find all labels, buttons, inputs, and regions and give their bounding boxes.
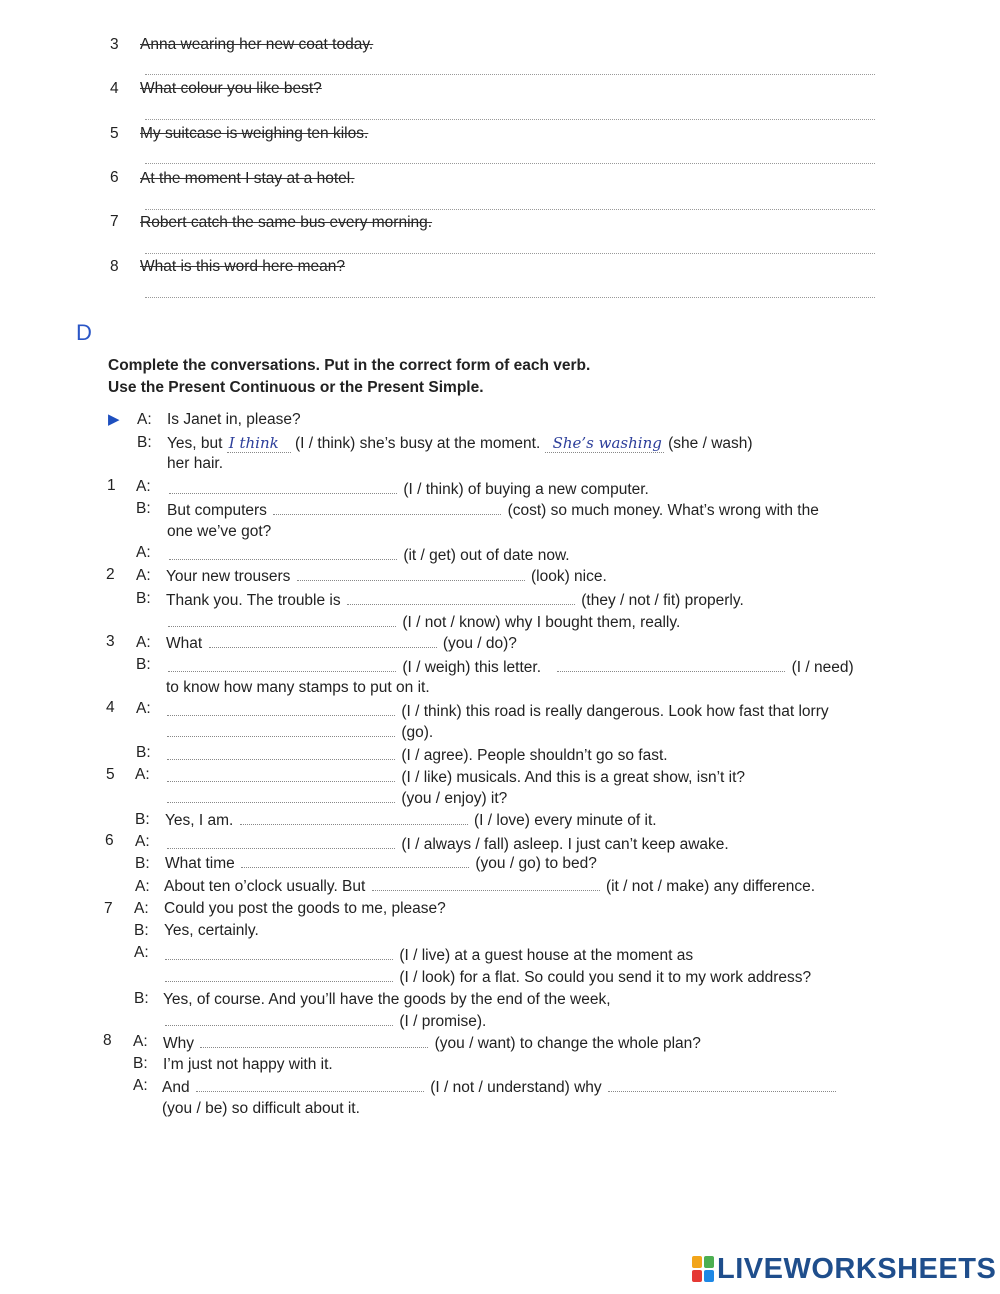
item-text: What is this word here mean? [140,258,346,275]
prompt-text: (you / go) to bed? [475,855,597,872]
q3-b-cont: to know how many stamps to put on it. [166,679,430,696]
prompt-text: (I / love) every minute of it. [473,812,657,829]
item-text: My suitcase is weighing ten kilos. [140,125,369,142]
blank-input[interactable] [167,758,395,760]
prompt-text: (I / look) for a flat. So could you send it to my work address? [399,969,812,986]
blank-input[interactable] [372,889,600,891]
blank-input[interactable] [297,579,525,581]
speaker-label: A: [135,766,150,783]
speaker-label: A: [133,1077,148,1094]
blank-input[interactable] [167,847,395,849]
prompt-text: (cost) so much money. What’s wrong with the [507,502,819,519]
prompt-text: (I / think) of buying a new computer. [403,481,649,498]
speaker-label: A: [133,1033,148,1050]
blank-input[interactable] [167,780,395,782]
question-number: 6 [105,832,114,849]
question-number: 8 [103,1032,112,1049]
q4-b-line [165,747,668,765]
q2-a-line [166,568,607,586]
prompt-text: (it / get) out of date now. [403,547,570,564]
blank-input[interactable] [347,603,575,605]
item-number: 7 [110,213,119,230]
item-text: What colour you like best? [140,80,322,97]
prompt-text: What [166,635,203,652]
speaker-label: A: [136,478,151,495]
q4-a1-cont [165,724,433,742]
blank-input[interactable] [168,670,396,672]
prompt-text: (it / not / make) any difference. [605,878,816,895]
speaker-label: B: [136,656,151,673]
prompt-text: But computers [167,502,267,519]
liveworksheets-logo: LIVEWORKSHEETS [717,1253,997,1285]
item-number: 3 [110,36,119,53]
blank-input[interactable] [608,1090,836,1092]
q8-a1-line [163,1035,701,1053]
blank-input[interactable] [200,1046,428,1048]
speaker-label: A: [134,944,149,961]
blank-input[interactable] [165,1024,393,1026]
blank-input[interactable] [169,558,397,560]
q8-b-text: I’m just not happy with it. [163,1056,333,1073]
q1-a1-line [167,481,649,499]
prompt-text: Yes, I am. [165,812,234,829]
prompt-text: (look) nice. [530,568,607,585]
answer-line[interactable] [145,253,875,254]
prompt-text: (I / live) at a guest house at the moment as [399,947,694,964]
item-number: 8 [110,258,119,275]
speaker-label: A: [135,878,150,895]
speaker-label: A: [135,833,150,850]
q7-b1-text: Yes, certainly. [164,922,259,939]
instruction-line-1: Complete the conversations. Put in the correct form of each verb. [108,357,591,374]
blank-input[interactable] [196,1090,424,1092]
speaker-label: B: [135,855,150,872]
question-number: 3 [106,633,115,650]
example-arrow-icon: ▶ [108,411,120,428]
answer-line[interactable] [145,74,875,75]
speaker-label: B: [134,990,149,1007]
speaker-label: B: [137,434,152,451]
prompt-text: (you / do)? [442,635,517,652]
example-answer-2: She’s washing [545,434,664,453]
blank-input[interactable] [241,866,469,868]
prompt-text: Thank you. The trouble is [166,592,341,609]
blank-input[interactable] [165,980,393,982]
prompt-text: (I / like) musicals. And this is a great show, isn’t it? [401,769,746,786]
prompt-text: (I / not / know) why I bought them, really. [402,614,681,631]
prompt-text: What time [165,855,235,872]
item-number: 5 [110,125,119,142]
speaker-label: B: [136,590,151,607]
q8-a2-line [162,1079,838,1097]
item-text: Anna wearing her new coat today. [140,36,374,53]
blank-input[interactable] [167,714,395,716]
prompt-text: About ten o’clock usually. But [164,878,366,895]
speaker-label: A: [136,567,151,584]
q7-b2-cont [163,1013,486,1031]
prompt-text: (I / need) [791,659,854,676]
blank-input[interactable] [167,735,395,737]
q4-a1-line [165,703,829,721]
answer-line[interactable] [145,209,875,210]
section-letter: D [76,320,92,345]
question-number: 2 [106,566,115,583]
prompt-text: Why [163,1035,194,1052]
q1-a2-line [167,547,570,565]
q6-a1-line [165,836,729,854]
blank-input[interactable] [169,492,397,494]
speaker-label: A: [134,900,149,917]
speaker-label: B: [134,922,149,939]
answer-line[interactable] [145,163,875,164]
answer-line[interactable] [145,297,875,298]
speaker-label: B: [136,500,151,517]
example-b-mid: (I / think) she’s busy at the moment. [295,435,541,452]
answer-line[interactable] [145,119,875,120]
prompt-text: (you / want) to change the whole plan? [434,1035,701,1052]
question-number: 7 [104,900,113,917]
prompt-text: (you / enjoy) it? [401,790,508,807]
liveworksheets-logo-icon [692,1256,714,1282]
speaker-label: B: [136,744,151,761]
q7-a2-line [163,947,693,965]
q2-b-cont [166,614,680,632]
q7-a2-cont [163,969,811,987]
q1-b-line [167,502,819,520]
prompt-text: (I / promise). [399,1013,487,1030]
q5-b-line [165,812,657,830]
q1-b-cont: one we’ve got? [167,523,272,540]
q2-b-line [166,592,744,610]
q3-a-line [166,635,517,653]
blank-input[interactable] [273,513,501,515]
example-a-text: Is Janet in, please? [167,411,301,428]
item-number: 4 [110,80,119,97]
prompt-text: (they / not / fit) properly. [581,592,744,609]
q5-a1-line [165,769,745,787]
blank-input[interactable] [209,646,437,648]
example-b-line [167,434,753,453]
speaker-label: B: [133,1055,148,1072]
prompt-text: (I / always / fall) asleep. I just can’t keep awake. [401,836,729,853]
example-b-cont: her hair. [167,455,224,472]
speaker-label: A: [136,634,151,651]
speaker-label: A: [137,411,152,428]
blank-input[interactable] [240,823,468,825]
q6-b-line [165,855,597,873]
question-number: 4 [106,699,115,716]
example-b-pre: Yes, but [167,435,223,452]
item-text: Robert catch the same bus every morning. [140,214,433,231]
speaker-label: A: [136,544,151,561]
item-text: At the moment I stay at a hotel. [140,170,355,187]
speaker-label: B: [135,811,150,828]
prompt-text: (I / agree). People shouldn’t go so fast. [401,747,668,764]
prompt-text: (I / think) this road is really dangerous. Look how fast that lorry [401,703,829,720]
item-number: 6 [110,169,119,186]
blank-input[interactable] [165,958,393,960]
prompt-text: (I / weigh) this letter. [402,659,542,676]
q8-a2-cont: (you / be) so difficult about it. [162,1100,360,1117]
instruction-line-2: Use the Present Continuous or the Present Simple. [108,379,484,396]
blank-input[interactable] [557,670,785,672]
example-answer-1: I think [227,434,291,453]
q6-a2-line [164,878,815,896]
prompt-text: (go). [401,724,434,741]
blank-input[interactable] [168,625,396,627]
prompt-text: And [162,1079,190,1096]
q3-b-line [166,659,854,677]
example-b-post: (she / wash) [668,435,753,452]
q5-a1-cont [165,790,507,808]
blank-input[interactable] [167,801,395,803]
question-number: 1 [107,477,116,494]
q7-b2-text: Yes, of course. And you’ll have the goods by the end of the week, [163,991,611,1008]
speaker-label: A: [136,700,151,717]
prompt-text: Your new trousers [166,568,291,585]
prompt-text: (I / not / understand) why [430,1079,602,1096]
question-number: 5 [106,766,115,783]
q7-a1-text: Could you post the goods to me, please? [164,900,446,917]
